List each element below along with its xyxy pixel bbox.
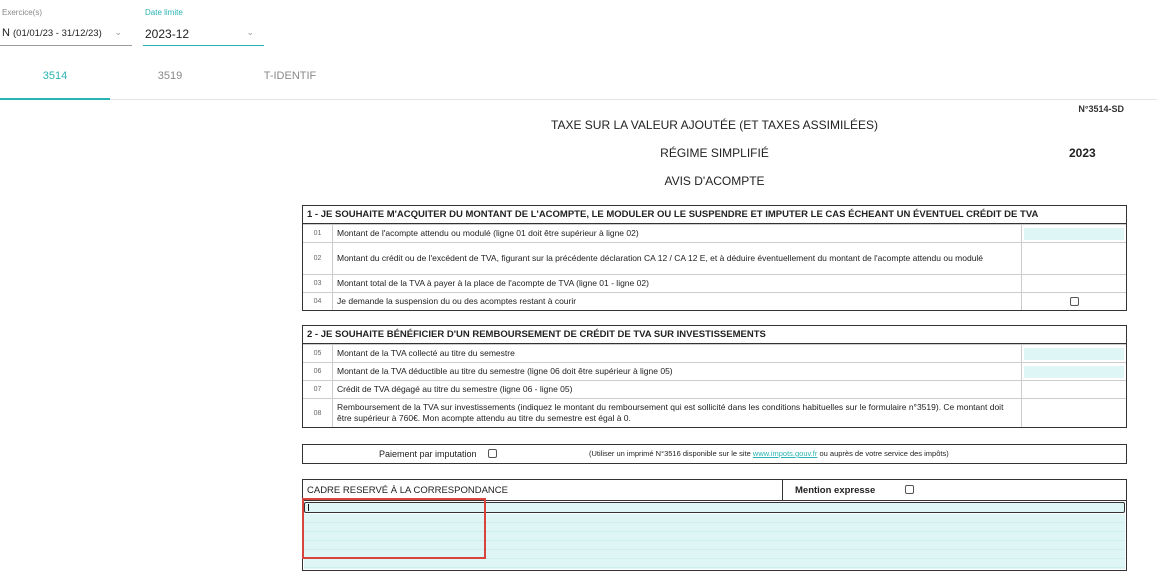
date-limite-select[interactable] bbox=[143, 0, 264, 46]
selection-highlight bbox=[302, 498, 486, 559]
payment-imputation-label: Paiement par imputation bbox=[379, 449, 477, 459]
form-year: 2023 bbox=[1069, 146, 1096, 160]
line-label: Montant de la TVA collecté au titre du semestre bbox=[333, 345, 1022, 362]
amount-input-02[interactable] bbox=[1022, 243, 1126, 274]
tab-3514[interactable]: 3514 bbox=[0, 62, 110, 100]
mention-expresse-label: Mention expresse bbox=[795, 485, 876, 496]
chevron-down-icon: ⌄ bbox=[114, 27, 122, 37]
table-row bbox=[303, 344, 1126, 362]
amount-input-05[interactable] bbox=[1024, 348, 1124, 360]
date-limite-value: 2023-12 bbox=[145, 27, 190, 41]
form-regime: RÉGIME SIMPLIFIÉ bbox=[660, 146, 769, 160]
table-row bbox=[303, 380, 1126, 398]
line-number: 02 bbox=[303, 243, 333, 274]
correspondance-heading: CADRE RESERVÉ À LA CORRESPONDANCE bbox=[307, 485, 508, 496]
line-label: Montant total de la TVA à payer à la place de l'acompte de TVA (ligne 01 - ligne 02) bbox=[333, 275, 1022, 292]
line-label: Montant du crédit ou de l'excédent de TVA, figurant sur la précédente déclaration CA 12 / CA 12 E, et à déduire éventuellement du montant de l'acompte attendu ou modulé bbox=[333, 243, 1022, 274]
table-row bbox=[303, 362, 1126, 380]
line-label: Montant de la TVA déductible au titre du semestre (ligne 06 doit être supérieur à ligne 05) bbox=[333, 363, 1022, 380]
amount-input-08[interactable] bbox=[1022, 399, 1126, 427]
divider bbox=[782, 480, 783, 500]
date-limite-label: Date limite bbox=[145, 8, 183, 17]
form-reference: N°3514-SD bbox=[1078, 104, 1124, 114]
tab-bar bbox=[0, 62, 1157, 100]
line-number: 01 bbox=[303, 225, 333, 242]
table-row bbox=[303, 242, 1126, 274]
line-number: 07 bbox=[303, 381, 333, 398]
amount-input-07[interactable] bbox=[1022, 381, 1126, 398]
mention-expresse-checkbox[interactable] bbox=[905, 485, 914, 494]
section-remboursement bbox=[302, 325, 1127, 428]
table-row bbox=[303, 224, 1126, 242]
suspension-checkbox[interactable] bbox=[1070, 297, 1079, 306]
impots-link[interactable]: www.impots.gouv.fr bbox=[752, 449, 818, 458]
line-label: Je demande la suspension du ou des acomptes restant à courir bbox=[333, 293, 1022, 310]
exercice-value: N (01/01/23 - 31/12/23) bbox=[2, 27, 102, 39]
amount-input-06[interactable] bbox=[1024, 366, 1124, 378]
line-number: 06 bbox=[303, 363, 333, 380]
exercice-label: Exercice(s) bbox=[2, 8, 43, 17]
payment-imputation-checkbox[interactable] bbox=[488, 449, 497, 458]
line-number: 03 bbox=[303, 275, 333, 292]
payment-imputation-box bbox=[302, 444, 1127, 464]
form-subtitle: AVIS D'ACOMPTE bbox=[664, 174, 765, 188]
line-label: Montant de l'acompte attendu ou modulé (ligne 01 doit être supérieur à ligne 02) bbox=[333, 225, 1022, 242]
amount-input-01[interactable] bbox=[1024, 228, 1124, 240]
table-row bbox=[303, 292, 1126, 310]
tab-3519[interactable]: 3519 bbox=[157, 70, 183, 82]
line-number: 05 bbox=[303, 345, 333, 362]
line-label: Remboursement de la TVA sur investissements (indiquez le montant du remboursement qui est sollicité dans les conditions habituelles sur le formulaire n°3519). Ce montant doit être supérieur à 760€. Mon acompte attendu au titre du semestre est égal à 0. bbox=[333, 399, 1022, 427]
exercice-select[interactable] bbox=[0, 0, 132, 46]
section-2-heading: 2 - JE SOUHAITE BÉNÉFICIER D'UN REMBOURSEMENT DE CRÉDIT DE TVA SUR INVESTISSEMENTS bbox=[303, 326, 1126, 344]
table-row bbox=[303, 274, 1126, 292]
section-acompte bbox=[302, 205, 1127, 311]
section-1-heading: 1 - JE SOUHAITE M'ACQUITER DU MONTANT DE L'ACOMPTE, LE MODULER OU LE SUSPENDRE ET IMPUTER LE CAS ÉCHEANT UN ÉVENTUEL CRÉDIT DE TVA bbox=[303, 206, 1126, 224]
line-number: 08 bbox=[303, 399, 333, 427]
payment-note: (Utiliser un imprimé N°3516 disponible sur le site www.impots.gouv.fr ou auprès de votre service des impôts) bbox=[589, 449, 949, 458]
amount-input-03[interactable] bbox=[1022, 275, 1126, 292]
line-label: Crédit de TVA dégagé au titre du semestre (ligne 06 - ligne 05) bbox=[333, 381, 1022, 398]
chevron-down-icon: ⌄ bbox=[246, 27, 254, 37]
form-title: TAXE SUR LA VALEUR AJOUTÉE (ET TAXES ASSIMILÉES) bbox=[551, 118, 878, 132]
tab-t-identif[interactable]: T-IDENTIF bbox=[263, 70, 317, 82]
line-number: 04 bbox=[303, 293, 333, 310]
table-row bbox=[303, 398, 1126, 427]
